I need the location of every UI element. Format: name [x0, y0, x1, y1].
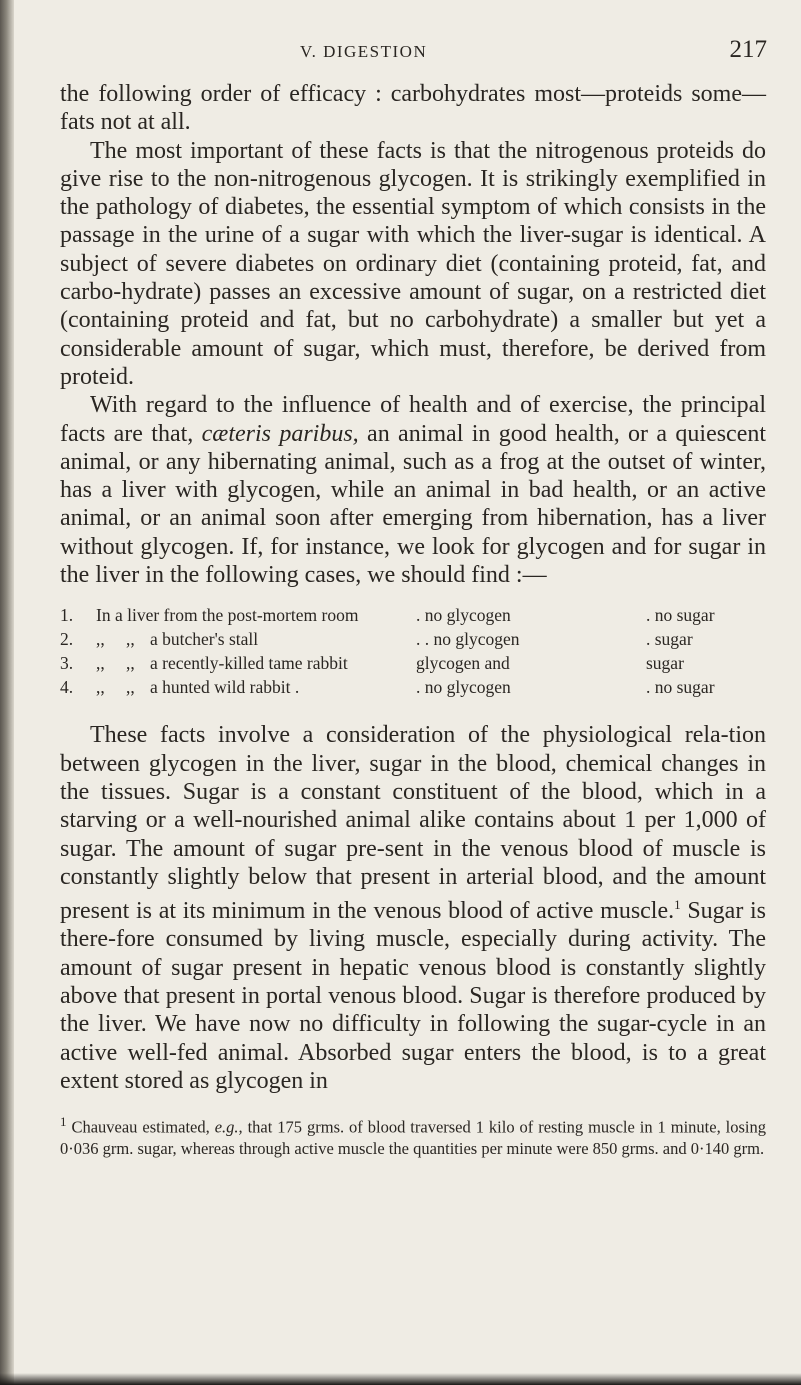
case-glycogen: . . no glycogen	[416, 629, 520, 650]
footnote-text-after: that 175 grms. of blood traversed 1 kilo of resting muscle in 1 minute, losing 0·036 grm. sugar, whereas through active muscle the quantities per minute were 850 grms. and 0·140 grm.	[60, 1117, 766, 1158]
table-row	[60, 603, 766, 627]
ditto-mark: ,,	[126, 677, 135, 698]
page-header	[60, 36, 767, 80]
case-glycogen: glycogen and	[416, 653, 510, 674]
case-location: a butcher's stall	[150, 629, 259, 650]
ditto-mark: ,,	[96, 677, 105, 698]
page-number: 217	[729, 36, 767, 63]
table-row	[60, 627, 766, 651]
case-number: 2.	[60, 629, 74, 650]
book-spine-shadow	[0, 0, 14, 1385]
case-location: In a liver from the post-mortem room	[96, 605, 359, 626]
running-head: V. DIGESTION	[300, 42, 428, 61]
case-sugar: . no sugar	[646, 677, 715, 698]
paragraph-continuation: the following order of efficacy : carbohydrates most—proteids some—fats not at all.	[60, 81, 766, 136]
case-number: 1.	[60, 605, 74, 626]
page-bottom-edge	[0, 1373, 801, 1385]
liver-cases-table	[60, 603, 766, 699]
paragraph-health-exercise	[60, 391, 766, 589]
ditto-mark: ,,	[126, 629, 135, 650]
ditto-mark: ,,	[126, 653, 135, 674]
para4-text-after: Sugar is there-fore consumed by living muscle, especially during activity. The amount of sugar present in hepatic venous blood is constantly slightly above that present in portal venous blood. Sugar is therefore produced by the liver. We have now no difficulty in following the sugar-cycle in an active well-fed animal. Absorbed sugar enters the blood, is to a great extent stored as glycogen in	[60, 898, 766, 1094]
footnote-reference: 1	[674, 897, 681, 913]
footnote-italic: e.g.,	[214, 1117, 243, 1137]
case-number: 3.	[60, 653, 74, 674]
para4-text-before: These facts involve a consideration of the physiological rela-tion between glycogen in the liver, sugar in the blood, chemical changes in the tissues. Sugar is a constant constituent of the blood, which in a starving or a well-nourished animal alike contains about 1 per 1,000 of sugar. The amount of sugar pre-sent in the venous blood of muscle is constantly slightly below that present in arterial blood, and the amount present is at its minimum in the venous blood of active muscle.	[60, 722, 766, 925]
para3-text-before: With regard to the influence of health and of exercise, the principal facts are that,	[60, 392, 766, 447]
footnote	[60, 1111, 766, 1159]
case-glycogen: . no glycogen	[416, 677, 511, 698]
footnote-mark: 1	[60, 1114, 67, 1130]
paragraph-physiological-relation	[60, 721, 766, 1095]
ditto-mark: ,,	[96, 653, 105, 674]
case-number: 4.	[60, 677, 74, 698]
case-sugar: . no sugar	[646, 605, 715, 626]
case-sugar: . sugar	[646, 629, 693, 650]
table-row	[60, 651, 766, 675]
case-location: a hunted wild rabbit .	[150, 677, 300, 698]
para3-text-after: an animal in good health, or a quiescent animal, or any hibernating animal, such as a frog at the outset of winter, has a liver with glycogen, while an animal in bad health, or an active animal, or an animal soon after emerging from hibernation, has a liver without glycogen. If, for instance, we look for glycogen and for sugar in the liver in the following cases, we should find :—	[60, 420, 767, 589]
latin-phrase: cæteris paribus,	[201, 420, 359, 447]
ditto-mark: ,,	[96, 629, 105, 650]
book-page	[60, 36, 767, 1159]
case-location: a recently-killed tame rabbit	[150, 653, 348, 674]
footnote-text-before: Chauveau estimated,	[66, 1117, 210, 1137]
table-row	[60, 675, 766, 699]
case-glycogen: . no glycogen	[416, 605, 511, 626]
case-sugar: sugar	[646, 653, 684, 674]
paragraph-nitrogenous-proteids: The most important of these facts is that the nitrogenous proteids do give rise to the non-nitrogenous glycogen. It is strikingly exemplified in the pathology of diabetes, the essential symptom of which consists in the passage in the urine of a sugar with which the liver-sugar is identical. A subject of severe diabetes on ordinary diet (containing proteid, fat, and carbo-hydrate) passes an excessive amount of sugar, on a restricted diet (containing proteid and fat, but no carbohydrate) a smaller but yet a considerable amount of sugar, which must, therefore, be derived from proteid.	[60, 137, 766, 390]
